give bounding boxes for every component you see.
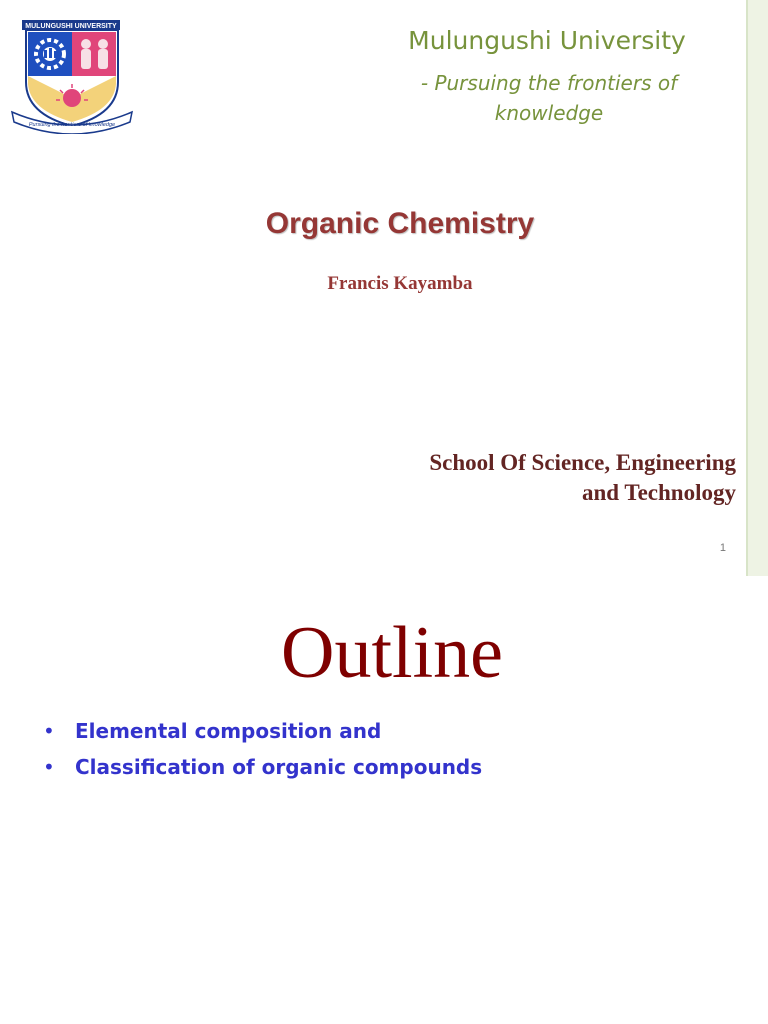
- bullet-icon: •: [43, 755, 55, 779]
- bullet-text: Elemental composition and: [75, 719, 382, 743]
- tagline-line-2: knowledge: [494, 101, 604, 125]
- outline-slide: [0, 576, 768, 1024]
- logo-banner-text: Pursuing the frontiers of knowledge: [28, 122, 116, 128]
- school-line-2: and Technology: [581, 480, 736, 505]
- outline-bullet-list: [40, 716, 482, 788]
- outline-title: Outline: [281, 612, 503, 694]
- university-name: Mulungushi University: [408, 26, 686, 55]
- school-name: [340, 448, 736, 508]
- side-accent-bar: [746, 0, 768, 576]
- school-line-1: School Of Science, Engineering: [429, 450, 736, 475]
- author-name: Francis Kayamba: [327, 273, 473, 294]
- bullet-item: [40, 716, 482, 752]
- tagline-line-1: - Pursuing the frontiers of: [420, 71, 678, 95]
- bullet-text: Classification of organic compounds: [75, 755, 483, 779]
- bullet-item: [40, 752, 482, 788]
- university-tagline: [392, 68, 706, 128]
- slide-number: 1: [719, 542, 726, 554]
- logo-top-text: MULUNGUSHI UNIVERSITY: [25, 23, 117, 30]
- slide-title: Organic Chemistry: [265, 207, 535, 240]
- bullet-icon: •: [43, 719, 55, 743]
- university-logo: [10, 18, 134, 134]
